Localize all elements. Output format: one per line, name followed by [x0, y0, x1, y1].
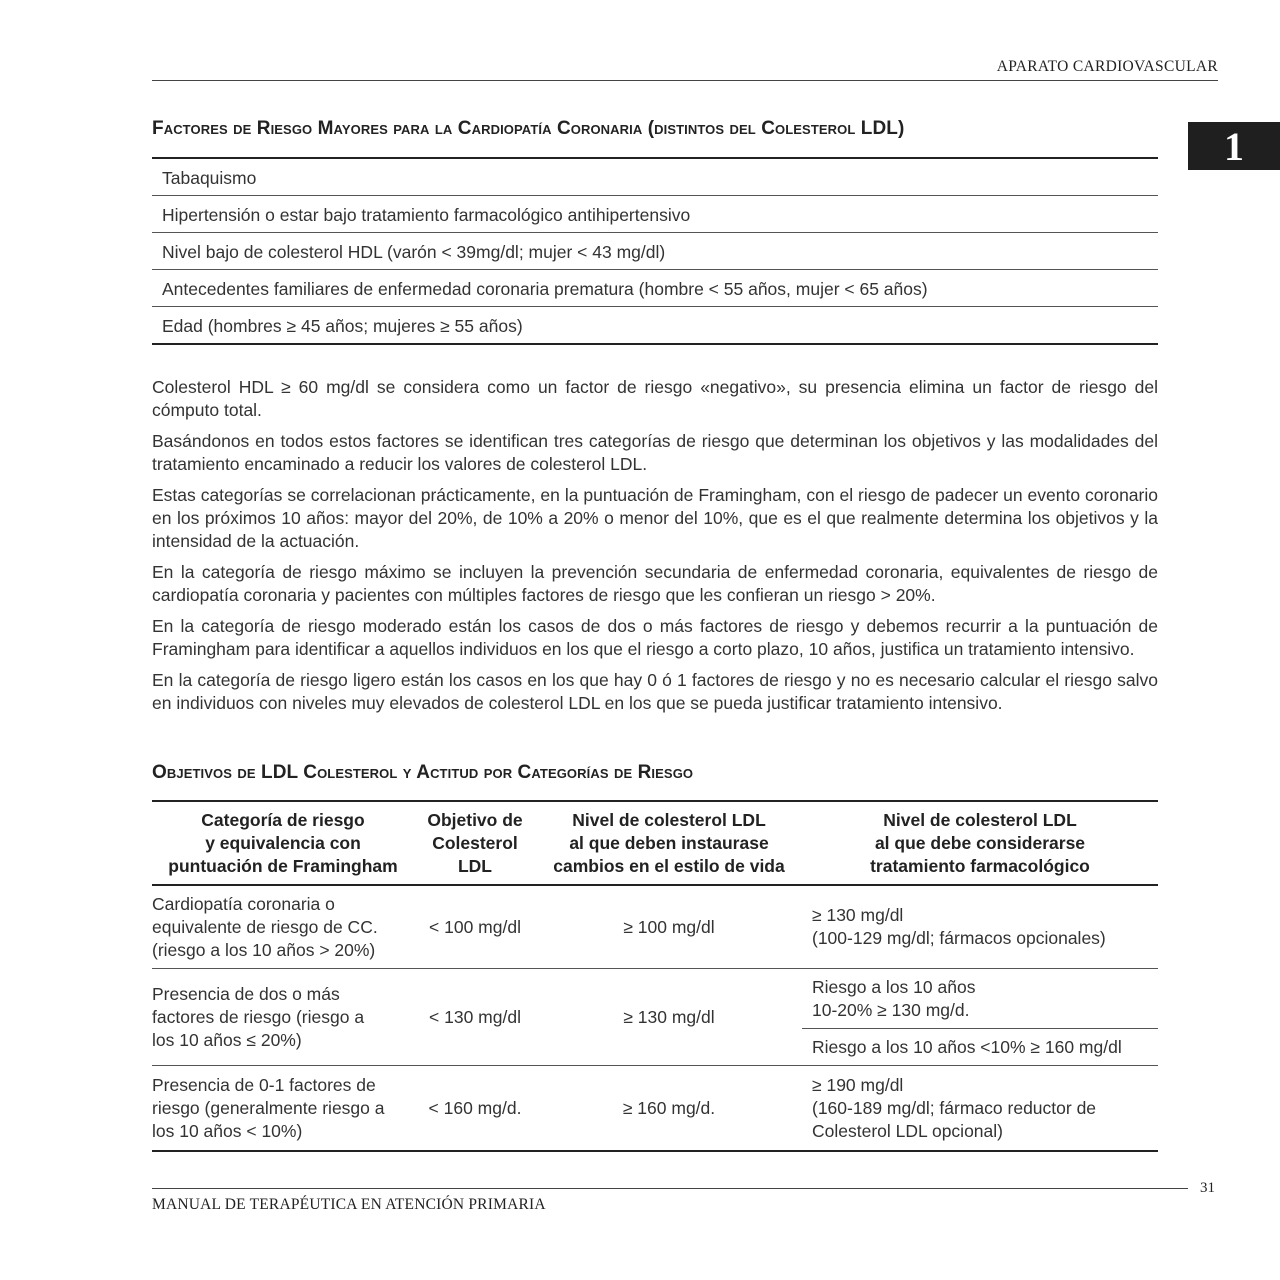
drug-cell: ≥ 130 mg/dl (100-129 mg/dl; fármacos opcionales) [812, 905, 1106, 948]
paragraph: En la categoría de riesgo ligero están los casos en los que hay 0 ó 1 factores de riesgo y no es necesario calcular el riesgo salvo en individuos con niveles muy elevados de colesterol LDL en los que se pueda justificar tratamiento intensivo. [152, 670, 1158, 713]
table-row: Hipertensión o estar bajo tratamiento farmacológico antihipertensivo [152, 195, 1158, 232]
target-cell: < 130 mg/dl [429, 1006, 521, 1027]
drug-cell: Riesgo a los 10 años <10% ≥ 160 mg/dl [802, 1028, 1158, 1065]
risk-factors-table [152, 157, 1158, 345]
chapter-tab: 1 [1188, 122, 1280, 170]
table-row: Edad (hombres ≥ 45 años; mujeres ≥ 55 años) [152, 306, 1158, 343]
table-row: Nivel bajo de colesterol HDL (varón < 39mg/dl; mujer < 43 mg/dl) [152, 232, 1158, 269]
lifestyle-cell: ≥ 130 mg/dl [623, 1006, 715, 1027]
table-row [152, 886, 1158, 969]
column-header: Nivel de colesterol LDL al que deben instaurase cambios en el estilo de vida [553, 809, 785, 876]
ldl-objectives-table [152, 800, 1158, 1152]
table-row [152, 969, 1158, 1066]
paragraph: Basándonos en todos estos factores se identifican tres categorías de riesgo que determinan los objetivos y las modalidades del tratamiento encaminado a reducir los valores de colesterol LDL. [152, 431, 1158, 474]
drug-cell: ≥ 190 mg/dl (160-189 mg/dl; fármaco reductor de Colesterol LDL opcional) [812, 1074, 1097, 1141]
table-row: Tabaquismo [162, 168, 257, 188]
column-header: Nivel de colesterol LDL al que debe considerarse tratamiento farmacológico [870, 809, 1090, 876]
page-number: 31 [1200, 1180, 1215, 1196]
table1-title: Factores de Riesgo Mayores para la Cardiopatía Coronaria (distintos del Colesterol LDL) [152, 118, 905, 139]
paragraph: En la categoría de riesgo moderado están los casos de dos o más factores de riesgo y debemos recurrir a la puntuación de Framingham para identificar a aquellos individuos en los que el riesgo a corto plazo, 10 años, justifica un tratamiento intensivo. [152, 616, 1158, 659]
drug-cell: Riesgo a los 10 años 10-20% ≥ 130 mg/d. [812, 976, 976, 1020]
paragraph: Estas categorías se correlacionan prácticamente, en la puntuación de Framingham, con el riesgo de padecer un evento coronario en los próximos 10 años: mayor del 20%, de 10% a 20% o menor del 10%, que es el que realmente determina los objetivos y la intensidad de la actuación. [152, 485, 1158, 551]
paragraph: Colesterol HDL ≥ 60 mg/dl se considera como un factor de riesgo «negativo», su presencia elimina un factor de riesgo del cómputo total. [152, 377, 1158, 420]
footer-book-title: MANUAL DE TERAPÉUTICA EN ATENCIÓN PRIMARIA [152, 1196, 546, 1213]
drug-cell-split [802, 969, 1158, 1065]
paragraph: En la categoría de riesgo máximo se incluyen la prevención secundaria de enfermedad coronaria, equivalentes de riesgo de cardiopatía coronaria y pacientes con múltiples factores de riesgo que les confieran un riesgo > 20%. [152, 562, 1158, 605]
table-row: Antecedentes familiares de enfermedad coronaria prematura (hombre < 55 años, mujer < 65 años) [152, 269, 1158, 306]
column-header: Objetivo de Colesterol LDL [427, 809, 523, 876]
target-cell: < 160 mg/d. [428, 1097, 522, 1118]
footer-divider [152, 1188, 1188, 1189]
table-row [152, 1066, 1158, 1150]
category-cell: Presencia de dos o más factores de riesgo (riesgo a los 10 años ≤ 20%) [152, 983, 365, 1050]
column-header: Categoría de riesgo y equivalencia con puntuación de Framingham [168, 809, 398, 876]
lifestyle-cell: ≥ 160 mg/d. [622, 1097, 716, 1118]
running-header: APARATO CARDIOVASCULAR [152, 58, 1218, 81]
body-text [152, 376, 1158, 723]
lifestyle-cell: ≥ 100 mg/dl [623, 916, 715, 937]
category-cell: Presencia de 0-1 factores de riesgo (generalmente riesgo a los 10 años < 10%) [152, 1074, 385, 1141]
target-cell: < 100 mg/dl [429, 916, 521, 937]
category-cell: Cardiopatía coronaria o equivalente de riesgo de CC. (riesgo a los 10 años > 20%) [152, 893, 378, 960]
table-header-row [152, 802, 1158, 886]
table2-title: Objetivos de LDL Colesterol y Actitud por Categorías de Riesgo [152, 762, 694, 783]
